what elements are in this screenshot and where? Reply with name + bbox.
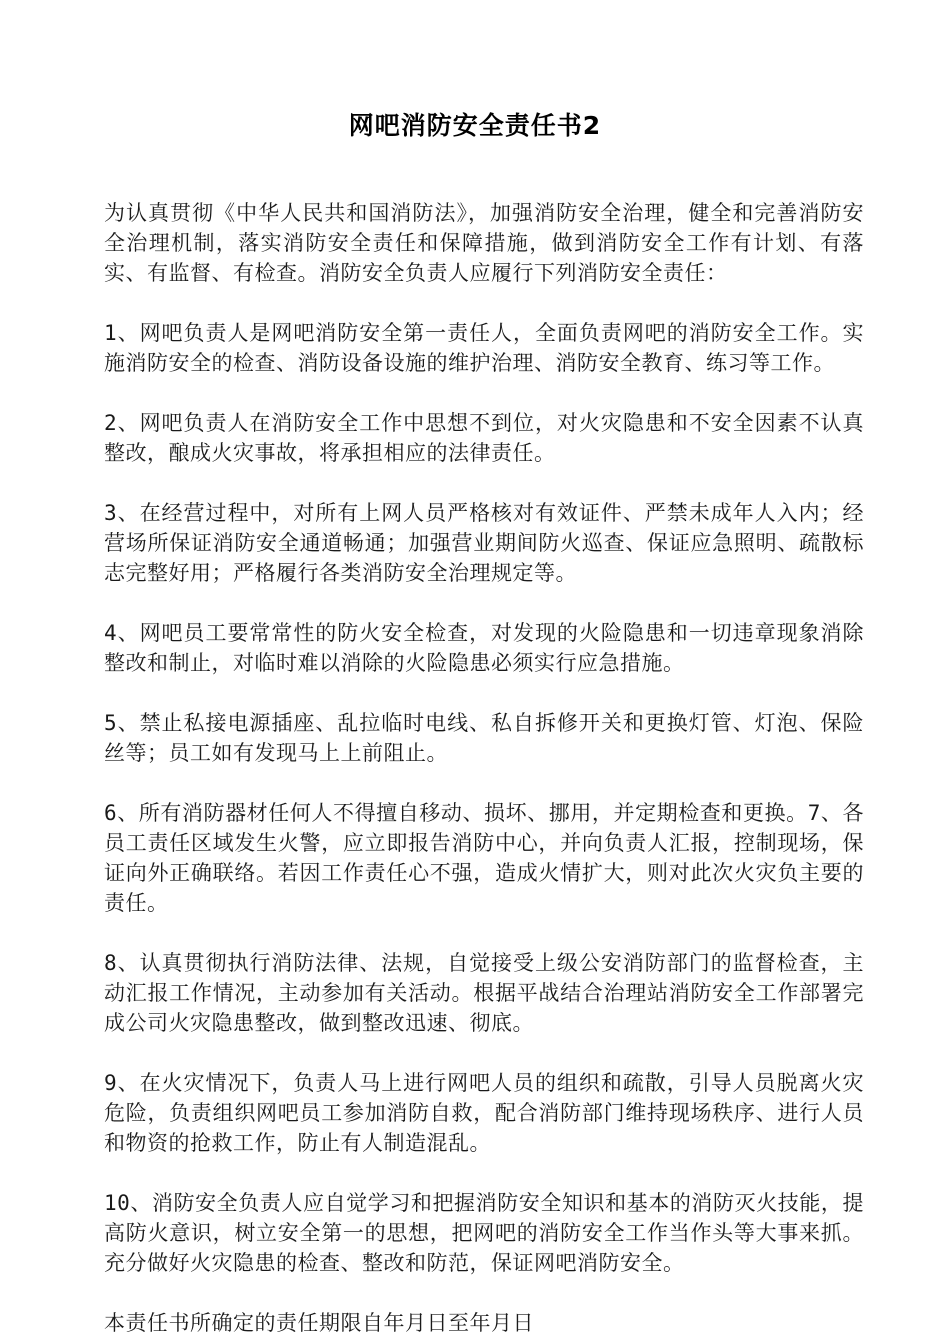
document-body [104, 198, 864, 1338]
clause-5-paragraph: 5、禁止私接电源插座、乱拉临时电线、私自拆修开关和更换灯管、灯泡、保险丝等；员工如有发现马上上前阻止。 [104, 711, 864, 765]
term-statement-paragraph: 本责任书所确定的责任期限自年月日至年月日 [104, 1311, 534, 1335]
clause-2-paragraph: 2、网吧负责人在消防安全工作中思想不到位，对火灾隐患和不安全因素不认真整改，酿成火灾事故，将承担相应的法律责任。 [104, 411, 864, 465]
clause-1-paragraph: 1、网吧负责人是网吧消防安全第一责任人，全面负责网吧的消防安全工作。实施消防安全的检查、消防设备设施的维护治理、消防安全教育、练习等工作。 [104, 321, 864, 375]
clause-6-7-paragraph: 6、所有消防器材任何人不得擅自移动、损坏、挪用，并定期检查和更换。7、各员工责任区域发生火警，应立即报告消防中心，并向负责人汇报，控制现场，保证向外正确联络。若因工作责任心不强，造成火情扩大，则对此次火灾负主要的责任。 [104, 801, 864, 915]
clause-8-paragraph: 8、认真贯彻执行消防法律、法规，自觉接受上级公安消防部门的监督检查，主动汇报工作情况，主动参加有关活动。根据平战结合治理站消防安全工作部署完成公司火灾隐患整改，做到整改迅速、彻底。 [104, 951, 864, 1035]
clause-3-paragraph: 3、在经营过程中，对所有上网人员严格核对有效证件、严禁未成年人入内；经营场所保证消防安全通道畅通；加强营业期间防火巡查、保证应急照明、疏散标志完整好用；严格履行各类消防安全治理规定等。 [104, 501, 864, 585]
intro-paragraph: 为认真贯彻《中华人民共和国消防法》，加强消防安全治理，健全和完善消防安全治理机制，落实消防安全责任和保障措施，做到消防安全工作有计划、有落实、有监督、有检查。消防安全负责人应履行下列消防安全责任： [104, 201, 864, 285]
document-title: 网吧消防安全责任书2 [348, 111, 602, 140]
clause-4-paragraph: 4、网吧员工要常常性的防火安全检查，对发现的火险隐患和一切违章现象消除整改和制止，对临时难以消除的火险隐患必须实行应急措施。 [104, 621, 864, 675]
clause-10-paragraph: 10、消防安全负责人应自觉学习和把握消防安全知识和基本的消防灭火技能，提高防火意识，树立安全第一的思想，把网吧的消防安全工作当作头等大事来抓。充分做好火灾隐患的检查、整改和防范，保证网吧消防安全。 [104, 1191, 864, 1275]
clause-9-paragraph: 9、在火灾情况下，负责人马上进行网吧人员的组织和疏散，引导人员脱离火灾危险，负责组织网吧员工参加消防自救，配合消防部门维持现场秩序、进行人员和物资的抢救工作，防止有人制造混乱。 [104, 1071, 864, 1155]
